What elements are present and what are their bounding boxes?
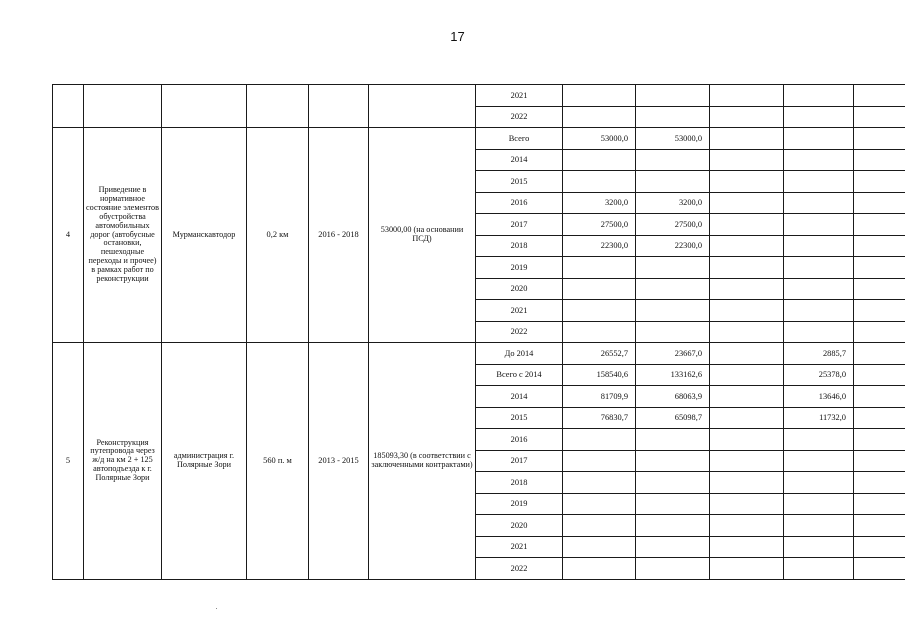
- scan-speck: [216, 608, 217, 609]
- value-cell: [710, 429, 784, 451]
- table-row: [53, 85, 905, 107]
- value-cell: 3200,0: [563, 192, 636, 214]
- year-cell: До 2014: [476, 343, 563, 365]
- value-cell: [784, 429, 854, 451]
- cell-organization: Мурманскавтодор: [162, 128, 247, 343]
- value-cell: [854, 364, 905, 386]
- value-cell: [854, 515, 905, 537]
- value-cell: [563, 472, 636, 494]
- value-cell: [854, 386, 905, 408]
- value-cell: [636, 493, 710, 515]
- value-cell: [710, 364, 784, 386]
- value-cell: 158540,6: [563, 364, 636, 386]
- value-cell: [784, 192, 854, 214]
- value-cell: [710, 192, 784, 214]
- year-cell: 2019: [476, 257, 563, 279]
- value-cell: [854, 214, 905, 236]
- value-cell: [563, 493, 636, 515]
- year-cell: 2020: [476, 278, 563, 300]
- cell-no: 5: [53, 343, 84, 580]
- year-cell: Всего с 2014: [476, 364, 563, 386]
- value-cell: [636, 429, 710, 451]
- value-cell: [710, 85, 784, 107]
- value-cell: 81709,9: [563, 386, 636, 408]
- program-table: [52, 84, 905, 580]
- value-cell: 26552,7: [563, 343, 636, 365]
- value-cell: [563, 171, 636, 193]
- value-cell: [854, 407, 905, 429]
- cell-cost: 53000,00 (на основании ПСД): [369, 128, 476, 343]
- value-cell: [854, 278, 905, 300]
- year-cell: 2018: [476, 235, 563, 257]
- cell-period: 2013 - 2015: [309, 343, 369, 580]
- value-cell: 76830,7: [563, 407, 636, 429]
- value-cell: [563, 300, 636, 322]
- value-cell: [784, 214, 854, 236]
- value-cell: [784, 128, 854, 150]
- page-number: 17: [450, 29, 465, 44]
- value-cell: [854, 536, 905, 558]
- cell-organization: администрация г. Полярные Зори: [162, 343, 247, 580]
- year-cell: 2018: [476, 472, 563, 494]
- year-cell: 2021: [476, 300, 563, 322]
- value-cell: [854, 149, 905, 171]
- value-cell: [636, 558, 710, 580]
- year-cell: 2022: [476, 321, 563, 343]
- value-cell: [784, 300, 854, 322]
- value-cell: [563, 515, 636, 537]
- value-cell: 3200,0: [636, 192, 710, 214]
- year-cell: 2016: [476, 192, 563, 214]
- value-cell: [784, 235, 854, 257]
- cell-cost: 185093,30 (в соответствии с заключенными контрактами): [369, 343, 476, 580]
- year-cell: 2015: [476, 171, 563, 193]
- table-body: [53, 85, 905, 580]
- value-cell: [854, 257, 905, 279]
- value-cell: [636, 472, 710, 494]
- value-cell: [636, 300, 710, 322]
- value-cell: [784, 149, 854, 171]
- value-cell: 25378,0: [784, 364, 854, 386]
- value-cell: [784, 536, 854, 558]
- value-cell: [563, 257, 636, 279]
- value-cell: [710, 558, 784, 580]
- table-row: [53, 343, 905, 365]
- value-cell: [784, 321, 854, 343]
- value-cell: [854, 558, 905, 580]
- cell-capacity: 560 п. м: [247, 343, 309, 580]
- value-cell: [636, 257, 710, 279]
- value-cell: 11732,0: [784, 407, 854, 429]
- value-cell: 13646,0: [784, 386, 854, 408]
- value-cell: [710, 536, 784, 558]
- value-cell: [710, 407, 784, 429]
- value-cell: 27500,0: [563, 214, 636, 236]
- value-cell: [784, 558, 854, 580]
- value-cell: 65098,7: [636, 407, 710, 429]
- value-cell: 68063,9: [636, 386, 710, 408]
- year-cell: 2014: [476, 149, 563, 171]
- value-cell: [854, 450, 905, 472]
- value-cell: [636, 171, 710, 193]
- cell-period: 2016 - 2018: [309, 128, 369, 343]
- year-cell: 2021: [476, 85, 563, 107]
- value-cell: [563, 106, 636, 128]
- cell-period: [309, 85, 369, 128]
- value-cell: [710, 278, 784, 300]
- value-cell: [710, 300, 784, 322]
- value-cell: [854, 300, 905, 322]
- value-cell: [636, 536, 710, 558]
- value-cell: [784, 257, 854, 279]
- value-cell: [710, 128, 784, 150]
- value-cell: [854, 343, 905, 365]
- value-cell: [784, 472, 854, 494]
- value-cell: [636, 149, 710, 171]
- value-cell: [710, 214, 784, 236]
- value-cell: 53000,0: [636, 128, 710, 150]
- value-cell: [563, 558, 636, 580]
- value-cell: [563, 149, 636, 171]
- cell-name: Реконструкция путепровода через ж/д на км 2 + 125 автоподъезда к г. Полярные Зори: [84, 343, 162, 580]
- cell-name: Приведение в нормативное состояние элементов обустройства автомобильных дорог (автобусные остановки, пешеходные переходы и прочее) в рамках работ по реконструкции: [84, 128, 162, 343]
- value-cell: 133162,6: [636, 364, 710, 386]
- value-cell: 53000,0: [563, 128, 636, 150]
- value-cell: [710, 450, 784, 472]
- year-cell: 2019: [476, 493, 563, 515]
- value-cell: [563, 429, 636, 451]
- value-cell: [854, 321, 905, 343]
- value-cell: [854, 171, 905, 193]
- table-row: [53, 128, 905, 150]
- cell-cost: [369, 85, 476, 128]
- value-cell: [563, 321, 636, 343]
- year-cell: 2020: [476, 515, 563, 537]
- cell-name: [84, 85, 162, 128]
- cell-capacity: 0,2 км: [247, 128, 309, 343]
- value-cell: [563, 278, 636, 300]
- value-cell: 22300,0: [563, 235, 636, 257]
- year-cell: 2014: [476, 386, 563, 408]
- cell-organization: [162, 85, 247, 128]
- value-cell: [710, 343, 784, 365]
- value-cell: [563, 85, 636, 107]
- value-cell: [636, 515, 710, 537]
- value-cell: [710, 171, 784, 193]
- year-cell: 2022: [476, 558, 563, 580]
- value-cell: [854, 235, 905, 257]
- value-cell: 27500,0: [636, 214, 710, 236]
- value-cell: [710, 149, 784, 171]
- value-cell: [636, 450, 710, 472]
- value-cell: [636, 106, 710, 128]
- year-cell: 2016: [476, 429, 563, 451]
- value-cell: [784, 171, 854, 193]
- cell-no: [53, 85, 84, 128]
- value-cell: [710, 472, 784, 494]
- value-cell: [636, 278, 710, 300]
- value-cell: [854, 128, 905, 150]
- cell-capacity: [247, 85, 309, 128]
- year-cell: Всего: [476, 128, 563, 150]
- value-cell: [636, 85, 710, 107]
- value-cell: [784, 106, 854, 128]
- value-cell: [854, 493, 905, 515]
- year-cell: 2017: [476, 214, 563, 236]
- value-cell: [710, 235, 784, 257]
- program-table-container: [52, 84, 905, 581]
- value-cell: [710, 386, 784, 408]
- value-cell: [784, 493, 854, 515]
- value-cell: 23667,0: [636, 343, 710, 365]
- value-cell: [854, 472, 905, 494]
- value-cell: 22300,0: [636, 235, 710, 257]
- value-cell: [710, 321, 784, 343]
- value-cell: [710, 106, 784, 128]
- value-cell: [784, 450, 854, 472]
- value-cell: [854, 85, 905, 107]
- value-cell: 2885,7: [784, 343, 854, 365]
- value-cell: [784, 85, 854, 107]
- value-cell: [710, 493, 784, 515]
- value-cell: [563, 536, 636, 558]
- value-cell: [854, 429, 905, 451]
- year-cell: 2015: [476, 407, 563, 429]
- year-cell: 2022: [476, 106, 563, 128]
- value-cell: [710, 515, 784, 537]
- value-cell: [854, 106, 905, 128]
- value-cell: [636, 321, 710, 343]
- value-cell: [710, 257, 784, 279]
- year-cell: 2021: [476, 536, 563, 558]
- value-cell: [784, 278, 854, 300]
- year-cell: 2017: [476, 450, 563, 472]
- value-cell: [563, 450, 636, 472]
- value-cell: [854, 192, 905, 214]
- cell-no: 4: [53, 128, 84, 343]
- value-cell: [784, 515, 854, 537]
